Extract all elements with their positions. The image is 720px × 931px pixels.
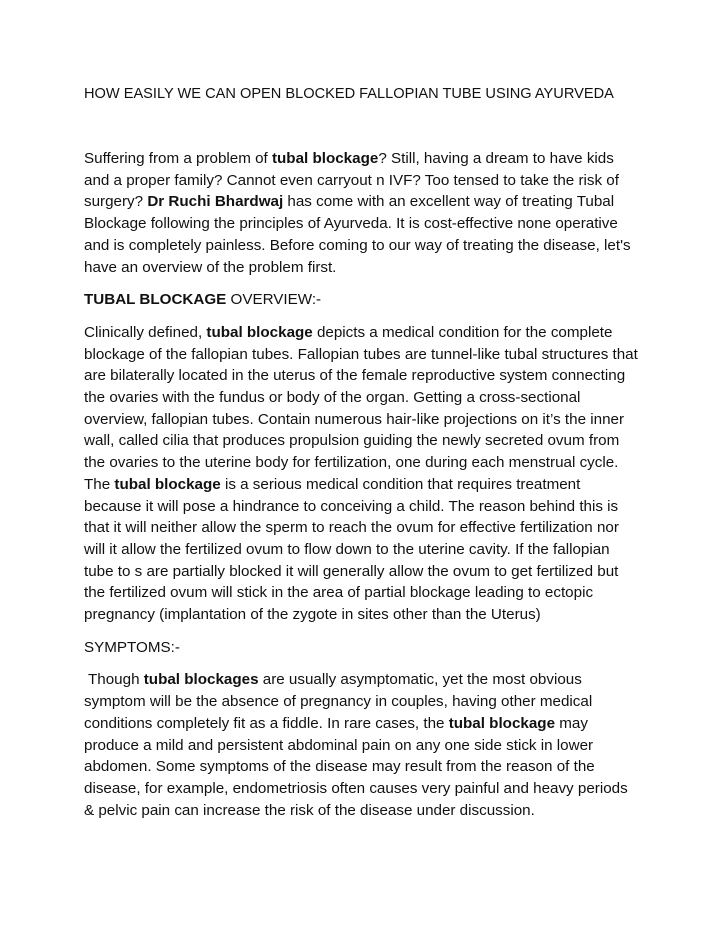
intro-text-2: ? Still, having a dream to have kids and a proper family? Cannot even carryout n IVF? Too tensed to take the risk of surgery? <box>84 150 619 211</box>
overview-heading-rest: OVERVIEW:- <box>226 291 322 309</box>
overview-paragraph <box>84 322 640 626</box>
symptoms-paragraph <box>84 669 640 821</box>
overview-heading-bold: TUBAL BLOCKAGE <box>84 291 227 309</box>
intro-bold-2: Dr Ruchi Bhardwaj <box>147 193 284 211</box>
symptoms-text-2: are usually asymptomatic, yet the most obvious symptom will be the absence of pregnancy in couples, having other medical conditions completely fit as a fiddle. In rare cases, the <box>84 671 593 732</box>
intro-bold-1: tubal blockage <box>271 150 379 167</box>
symptoms-text-3: may produce a mild and persistent abdominal pain on any one side stick in lower abdomen. Some symptoms of the disease may result from the reason of the disease, for example, endometriosis often causes very painful and heavy periods & pelvic pain can increase the risk of the disease under discussion. <box>84 714 628 819</box>
intro-text-1: Suffering from a problem of <box>84 150 272 167</box>
intro-text-3: has come with an excellent way of treating Tubal Blockage following the principles of Ayurveda. It is cost-effective none operative and is completely painless. Before coming to our way of treating the disease, let's have an overview of the problem first. <box>84 193 631 276</box>
symptoms-bold-2: tubal blockage <box>448 714 556 732</box>
overview-text-3: is a serious medical condition that requires treatment because it will pose a hindrance to conceiving a child. The reason behind this is that it will neither allow the sperm to reach the ovum for effective fertilization nor will it allow the fertilized ovum to flow down to the uterine cavity. If the fallopian tube to s are partially blocked it will generally allow the ovum to get fertilized but the fertilized ovum will stick in the area of partial blockage leading to ectopic pregnancy (implantation of the zygote in sites other than the Uterus) <box>84 475 619 624</box>
overview-text-2: depicts a medical condition for the complete blockage of the fallopian tubes. Fallopian tubes are tunnel-like tubal structures that are bilaterally located in the uterus of the female reproductive system connecting the ovaries with the fundus or body of the organ. Getting a cross-sectional overview, fallopian tubes. Contain numerous hair-like projections on it’s the inner wall, called cilia that produces propulsion guiding the newly secreted ovum from the ovaries to the uterine body for fertilization, one during each menstrual cycle. The <box>84 323 638 493</box>
symptoms-heading: SYMPTOMS:- <box>84 638 180 656</box>
overview-text-1: Clinically defined, <box>84 323 207 341</box>
overview-bold-1: tubal blockage <box>206 323 313 341</box>
intro-paragraph <box>84 148 640 278</box>
overview-bold-2: tubal blockage <box>114 475 221 493</box>
symptoms-text-1: Though <box>88 671 144 689</box>
symptoms-bold-1: tubal blockages <box>143 671 259 689</box>
document-page <box>84 84 640 821</box>
document-title: HOW EASILY WE CAN OPEN BLOCKED FALLOPIAN TUBE USING AYURVEDA <box>84 86 614 102</box>
overview-heading <box>84 289 640 311</box>
